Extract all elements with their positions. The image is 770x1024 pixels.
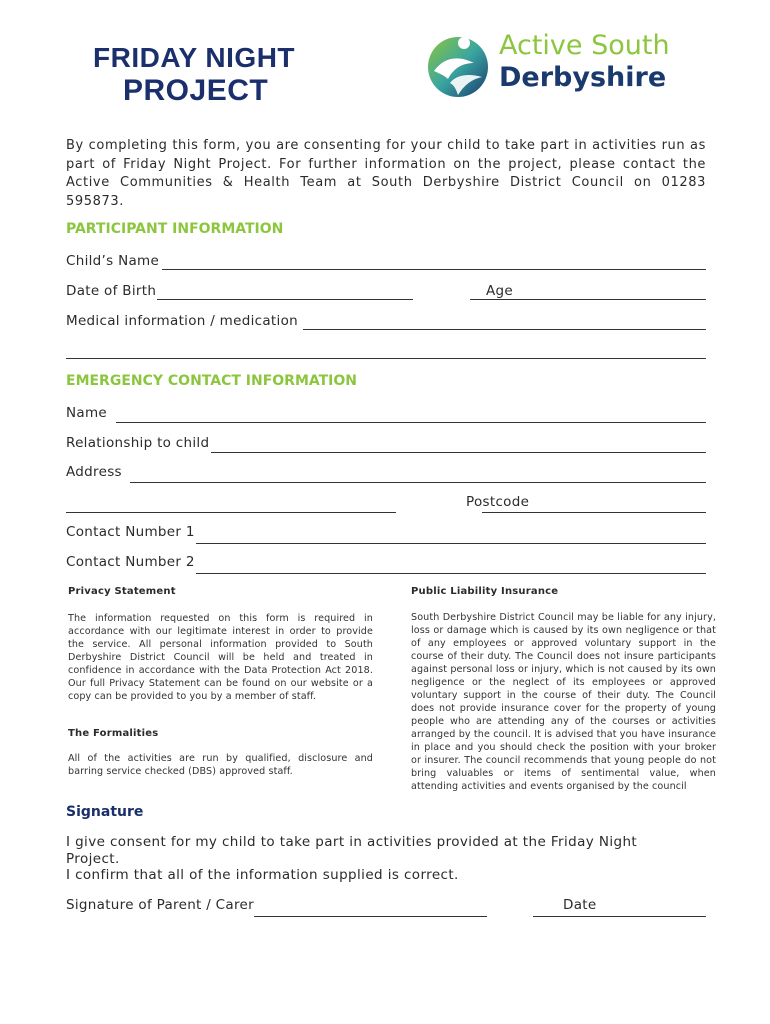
address-field-line2[interactable]	[66, 512, 396, 513]
dob-label: Date of Birth	[66, 283, 157, 299]
privacy-text: The information requested on this form is required in accordance with our legitimate interest in order to provide the service. All personal information provided to South Derbyshire District Council will be held and treated in confidence in accordance with the Data Protection Act 2018. Our full Privacy Statement can be found on our website or a copy can be provided to you by a member of staff.	[68, 613, 373, 702]
childs-name-label: Child’s Name	[66, 253, 160, 269]
date-field[interactable]	[533, 916, 706, 917]
liability-text: South Derbyshire District Council may be liable for any injury, loss or damage which is caused by its own negligence or that of any employees or approved voluntary support in the course of their duty. The Council does not insure participants against personal loss or injury, which is not caused by its own negligence or the neglect of its employees or approved voluntary support in the course of their duty. The Council does not provide insurance cover for the property of young people who are attending any of the courses or activities arranged by the council. It is advised that you have insurance in place and you should check the position with your broker or insurer. The council recommends that young people do not bring valuables or items of sentimental value, when attending activities and events organised by the council	[411, 612, 716, 792]
contact1-label: Contact Number 1	[66, 524, 195, 540]
contact1-field[interactable]	[196, 543, 706, 544]
medical-label: Medical information / medication	[66, 313, 298, 329]
medical-field-line2[interactable]	[66, 358, 706, 359]
childs-name-field[interactable]	[162, 269, 706, 270]
dob-field[interactable]	[157, 299, 413, 300]
age-label: Age	[486, 283, 514, 299]
relationship-label: Relationship to child	[66, 435, 210, 451]
contact2-label: Contact Number 2	[66, 554, 195, 570]
intro-paragraph: By completing this form, you are consenting for your child to take part in activities run as part of Friday Night Project. For further information on the project, please contact the Active Communities & Health Team at South Derbyshire District Council on 01283 595873.	[66, 138, 706, 209]
form-title-line2: PROJECT	[123, 74, 269, 107]
logo-text-derbyshire: Derbyshire	[499, 62, 667, 93]
contact2-field[interactable]	[196, 573, 706, 574]
emergency-name-label: Name	[66, 405, 108, 421]
consent-line-1: I give consent for my child to take part in activities provided at the Friday Night	[66, 834, 638, 850]
emergency-name-field[interactable]	[116, 422, 706, 423]
date-label: Date	[563, 897, 597, 913]
postcode-field[interactable]	[482, 512, 706, 513]
parent-signature-label: Signature of Parent / Carer	[66, 897, 254, 913]
consent-line-2: Project.	[66, 850, 120, 867]
liability-heading: Public Liability Insurance	[411, 586, 559, 597]
consent-line-3: I confirm that all of the information supplied is correct.	[66, 867, 459, 883]
parent-signature-field[interactable]	[254, 916, 487, 917]
form-title-line1: FRIDAY NIGHT	[93, 42, 296, 73]
signature-heading: Signature	[66, 804, 144, 820]
participant-heading: PARTICIPANT INFORMATION	[66, 221, 284, 237]
postcode-label: Postcode	[466, 494, 530, 510]
consent-statement	[66, 834, 637, 884]
formalities-text: All of the activities are run by qualified, disclosure and barring service checked (DBS) approved staff.	[68, 753, 373, 777]
emergency-heading: EMERGENCY CONTACT INFORMATION	[66, 373, 358, 389]
privacy-heading: Privacy Statement	[68, 586, 176, 597]
active-south-derbyshire-logo-icon	[424, 27, 492, 103]
address-field[interactable]	[130, 482, 706, 483]
logo-text-active-south: Active South	[499, 30, 670, 61]
relationship-field[interactable]	[211, 452, 706, 453]
address-label: Address	[66, 464, 122, 480]
age-field[interactable]	[470, 299, 706, 300]
formalities-heading: The Formalities	[68, 728, 159, 739]
medical-field[interactable]	[303, 329, 706, 330]
